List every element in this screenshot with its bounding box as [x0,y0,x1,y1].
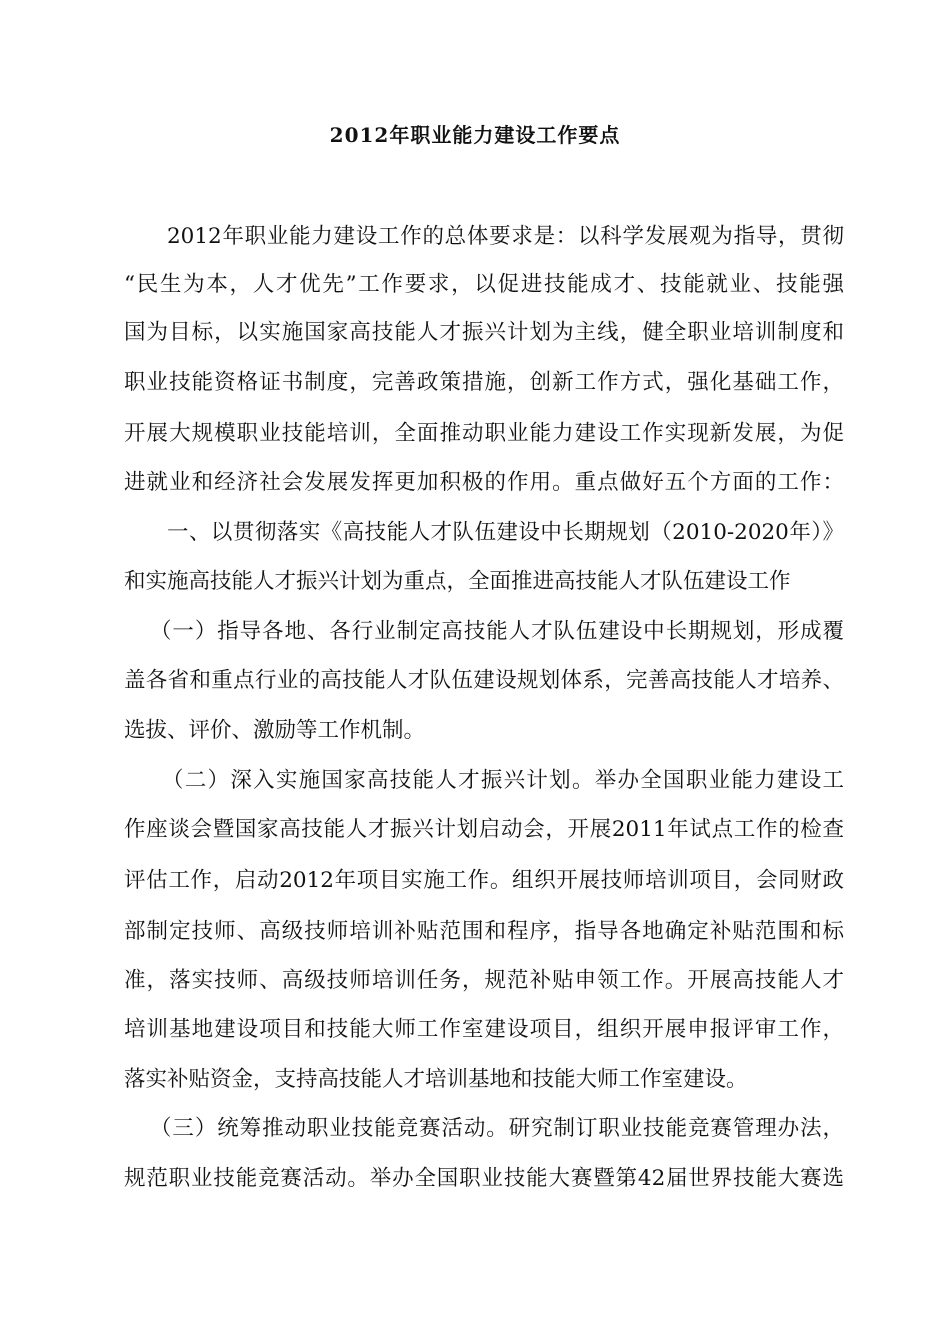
paragraph-line: “民生为本，人才优先”工作要求，以促进技能成才、技能就业、技能强 [124,272,844,297]
paragraph-line: （三）统筹推动职业技能竞赛活动。研究制订职业技能竞赛管理办法， [150,1116,844,1141]
paragraph-line: 盖各省和重点行业的高技能人才队伍建设规划体系，完善高技能人才培养、 [124,668,844,693]
paragraph-line: 国为目标，以实施国家高技能人才振兴计划为主线，健全职业培训制度和 [124,320,844,345]
paragraph-line: 2012年职业能力建设工作的总体要求是：以科学发展观为指导，贯彻 [167,224,844,249]
section-heading-line: 和实施高技能人才振兴计划为重点，全面推进高技能人才队伍建设工作 [124,569,791,594]
paragraph-line: 部制定技师、高级技师培训补贴范围和程序，指导各地确定补贴范围和标 [124,919,844,944]
document-title: 2012年职业能力建设工作要点 [329,123,621,147]
paragraph-line: 准，落实技师、高级技师培训任务，规范补贴申领工作。开展高技能人才 [124,968,844,993]
paragraph-line: 评估工作，启动2012年项目实施工作。组织开展技师培训项目，会同财政 [124,868,844,893]
paragraph-line: 培训基地建设项目和技能大师工作室建设项目，组织开展申报评审工作， [124,1017,844,1042]
paragraph-line: （一）指导各地、各行业制定高技能人才队伍建设中长期规划，形成覆 [150,619,844,644]
section-heading-line: 一、以贯彻落实《高技能人才队伍建设中长期规划（2010-2020年）》 [167,520,844,545]
paragraph-line: 职业技能资格证书制度，完善政策措施，创新工作方式，强化基础工作， [124,370,844,395]
paragraph-line: 落实补贴资金，支持高技能人才培训基地和技能大师工作室建设。 [124,1067,748,1092]
paragraph-line: 进就业和经济社会发展发挥更加积极的作用。重点做好五个方面的工作： [124,470,844,495]
paragraph-line: （二）深入实施国家高技能人才振兴计划。举办全国职业能力建设工 [162,768,844,793]
paragraph-line: 规范职业技能竞赛活动。举办全国职业技能大赛暨第42届世界技能大赛选 [124,1166,844,1191]
paragraph-line: 选拔、评价、激励等工作机制。 [124,718,426,743]
paragraph-line: 开展大规模职业技能培训，全面推动职业能力建设工作实现新发展，为促 [124,421,844,446]
paragraph-line: 作座谈会暨国家高技能人才振兴计划启动会，开展2011年试点工作的检查 [124,817,844,842]
